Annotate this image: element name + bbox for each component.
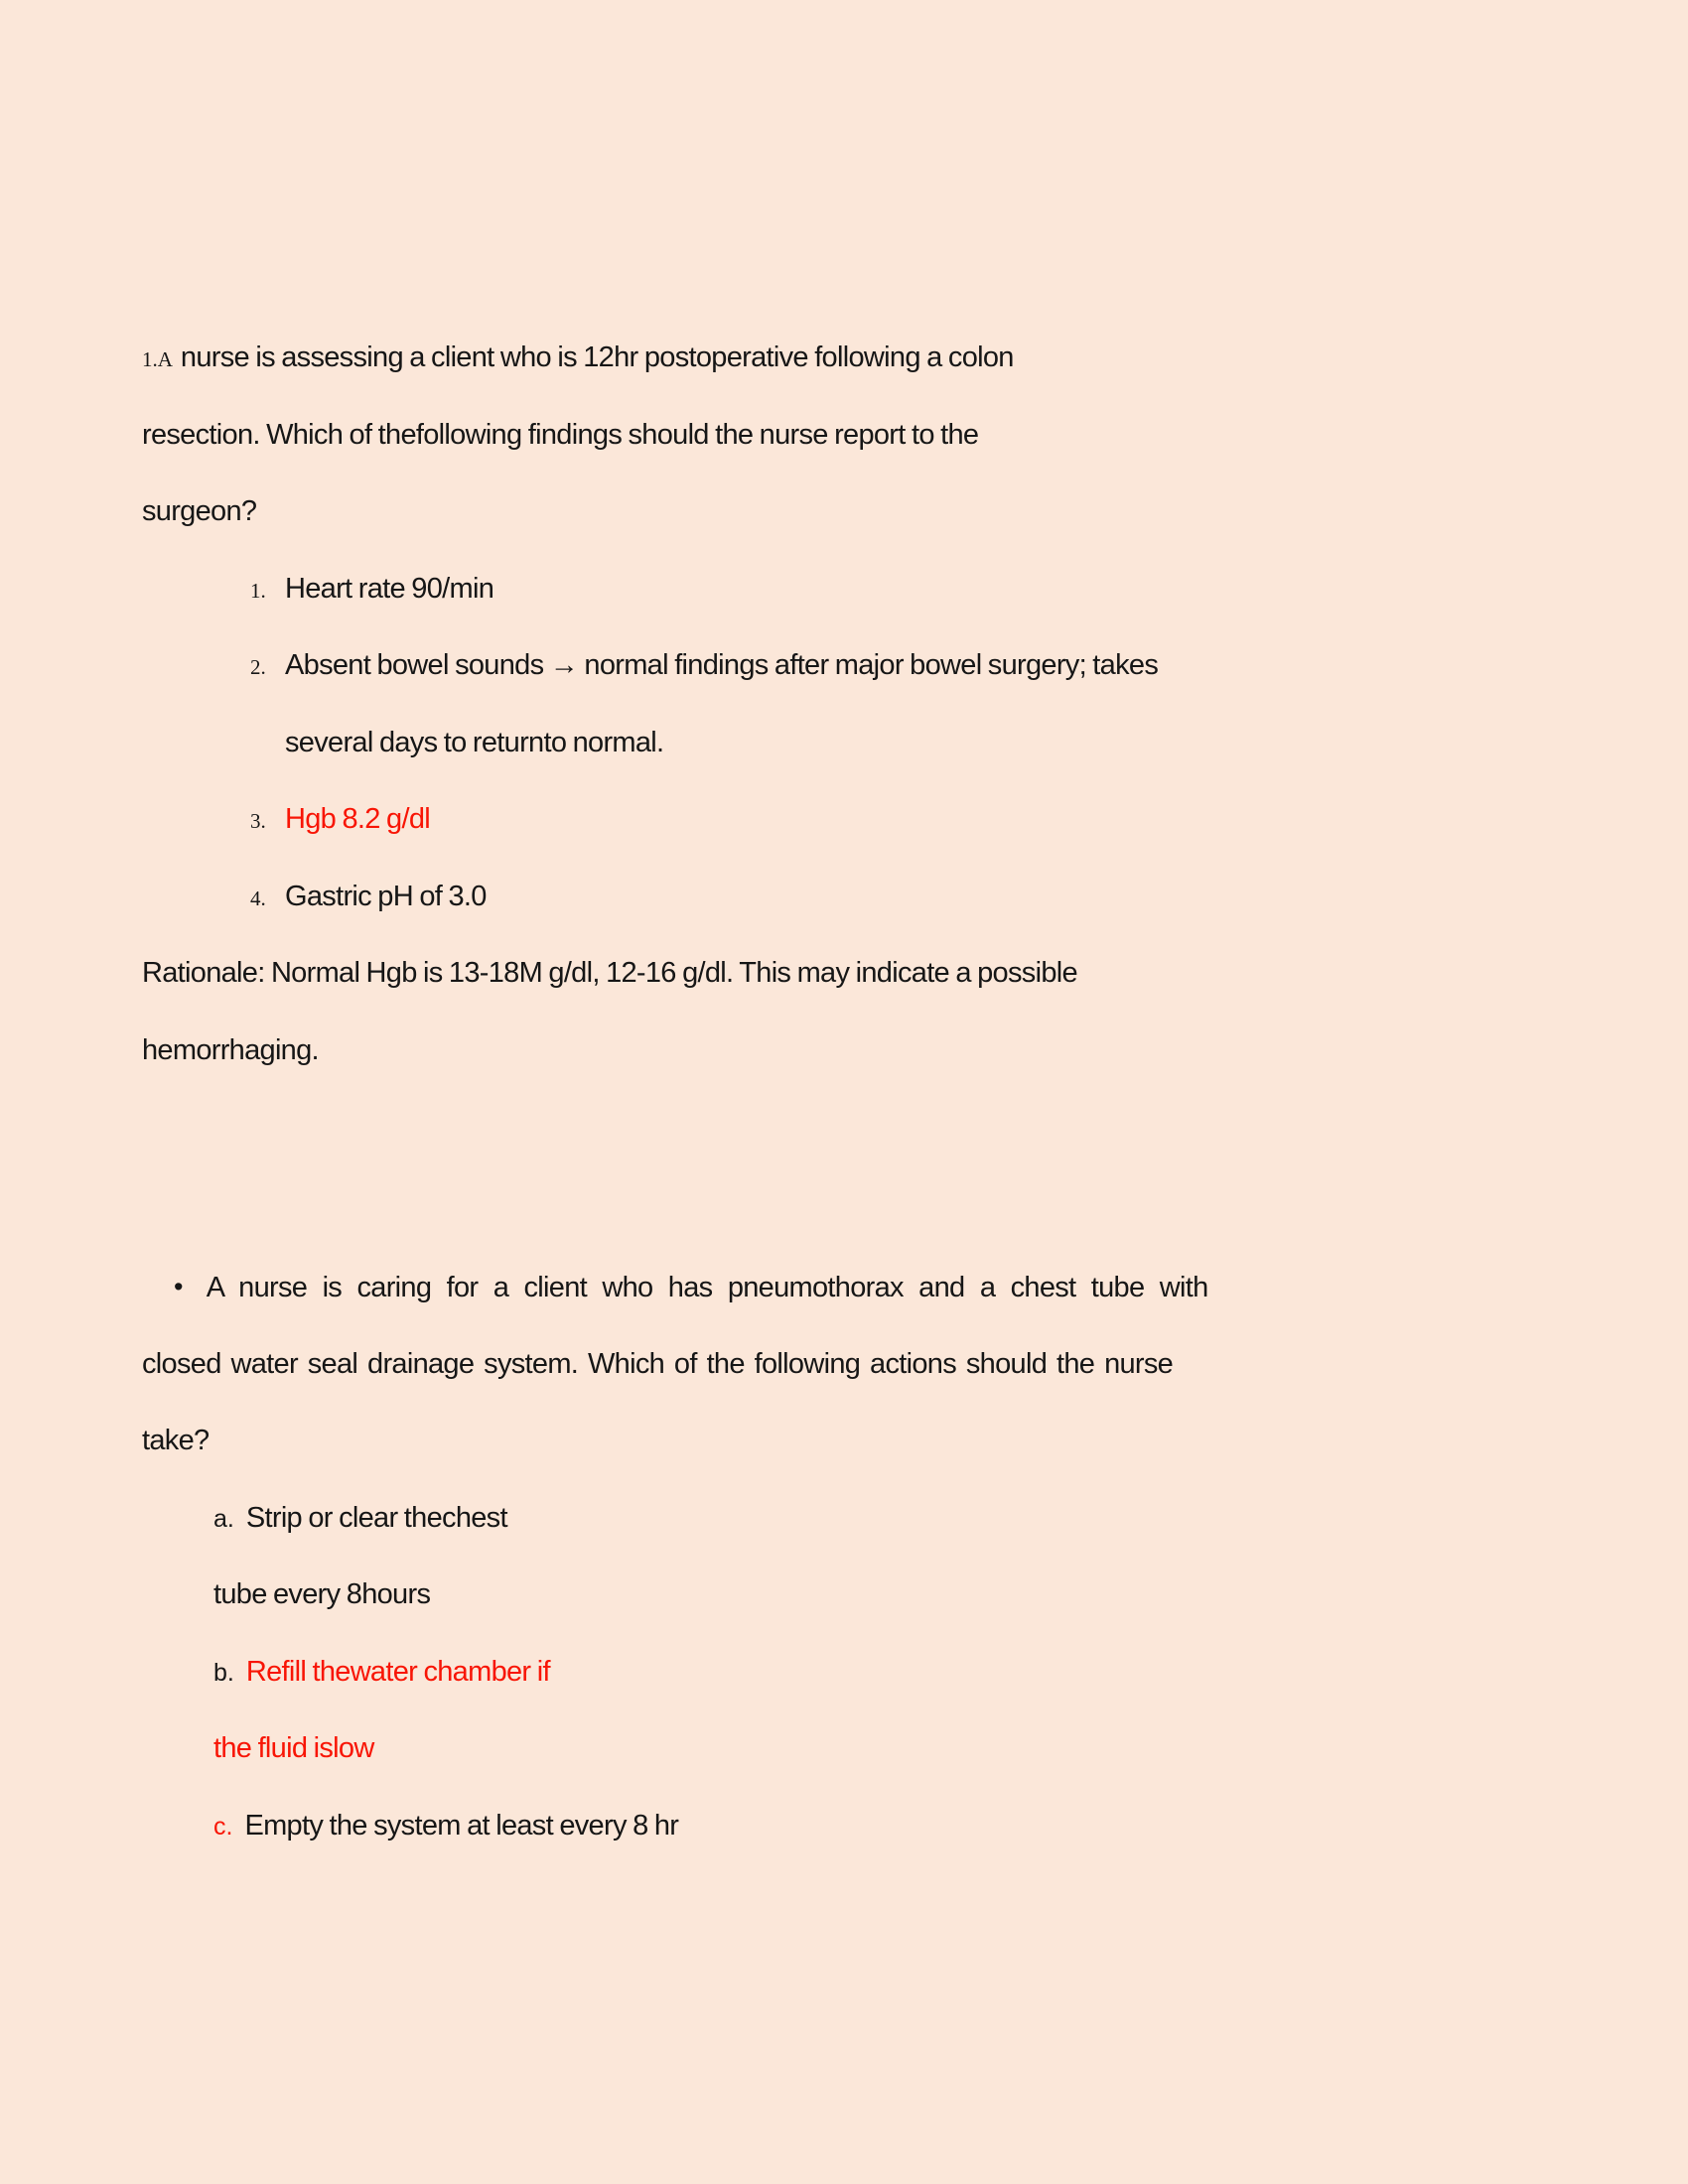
option-text: Empty the system at least every 8 hr bbox=[244, 1809, 679, 1842]
question2-line-2: closed water seal drainage system. Which of the following actions should the nurse bbox=[142, 1347, 1174, 1380]
question1-option-2 bbox=[250, 627, 1688, 705]
option-text-highlighted: Refill thewater chamber if bbox=[245, 1655, 550, 1688]
option-letter-marker: b. bbox=[213, 1658, 234, 1687]
question1-option-1 bbox=[250, 551, 1688, 628]
option-letter-marker-highlighted: c. bbox=[213, 1812, 233, 1841]
document-content bbox=[0, 320, 1688, 1864]
rationale-line-1: Rationale: Normal Hgb is 13-18M g/dl, 12-16 g/dl. This may indicate a possible bbox=[142, 957, 1077, 989]
question2-option-a-continuation: tube every 8hours bbox=[213, 1578, 431, 1610]
question2-option-b-continuation: the fluid islow bbox=[213, 1732, 374, 1764]
option-text-highlighted: Hgb 8.2 g/dl bbox=[285, 803, 430, 835]
option-text: Gastric pH of 3.0 bbox=[285, 880, 487, 912]
question1-line-2: resection. Which of thefollowing findings should the nurse report to the bbox=[142, 418, 979, 451]
question2-option-a bbox=[213, 1480, 1688, 1558]
question1-option-2-continuation: several days to returnto normal. bbox=[285, 726, 664, 758]
question1-line-3: surgeon? bbox=[142, 495, 257, 527]
question1-option-4 bbox=[250, 859, 1688, 936]
option-number-marker: 2. bbox=[250, 655, 266, 679]
option-number-marker: 4. bbox=[250, 886, 266, 910]
question1-number-marker: 1.A bbox=[142, 347, 173, 371]
bullet-icon: • bbox=[174, 1272, 183, 1301]
section-gap bbox=[0, 1089, 1688, 1249]
question2-stem-text: A nurse is caring for a client who has pneumothorax and a chest tube with bbox=[206, 1272, 1208, 1303]
option-number-marker: 1. bbox=[250, 578, 266, 603]
question2-line-3: take? bbox=[142, 1425, 210, 1456]
option-number-marker: 3. bbox=[250, 809, 266, 833]
question1-line-1 bbox=[142, 320, 1688, 397]
question2-option-c bbox=[213, 1788, 1688, 1865]
question2-option-b bbox=[213, 1634, 1688, 1711]
option-text: Heart rate 90/min bbox=[285, 572, 494, 605]
option-text: Absent bowel sounds → normal findings after major bowel surgery; takes bbox=[285, 649, 1159, 681]
rationale-line-2: hemorrhaging. bbox=[142, 1033, 319, 1066]
question1-stem-text: nurse is assessing a client who is 12hr postoperative following a colon bbox=[180, 341, 1014, 373]
option-letter-marker: a. bbox=[213, 1504, 234, 1533]
question1-option-3 bbox=[250, 781, 1688, 859]
option-text: Strip or clear thechest bbox=[245, 1501, 507, 1534]
question2-line-1 bbox=[174, 1249, 1688, 1326]
